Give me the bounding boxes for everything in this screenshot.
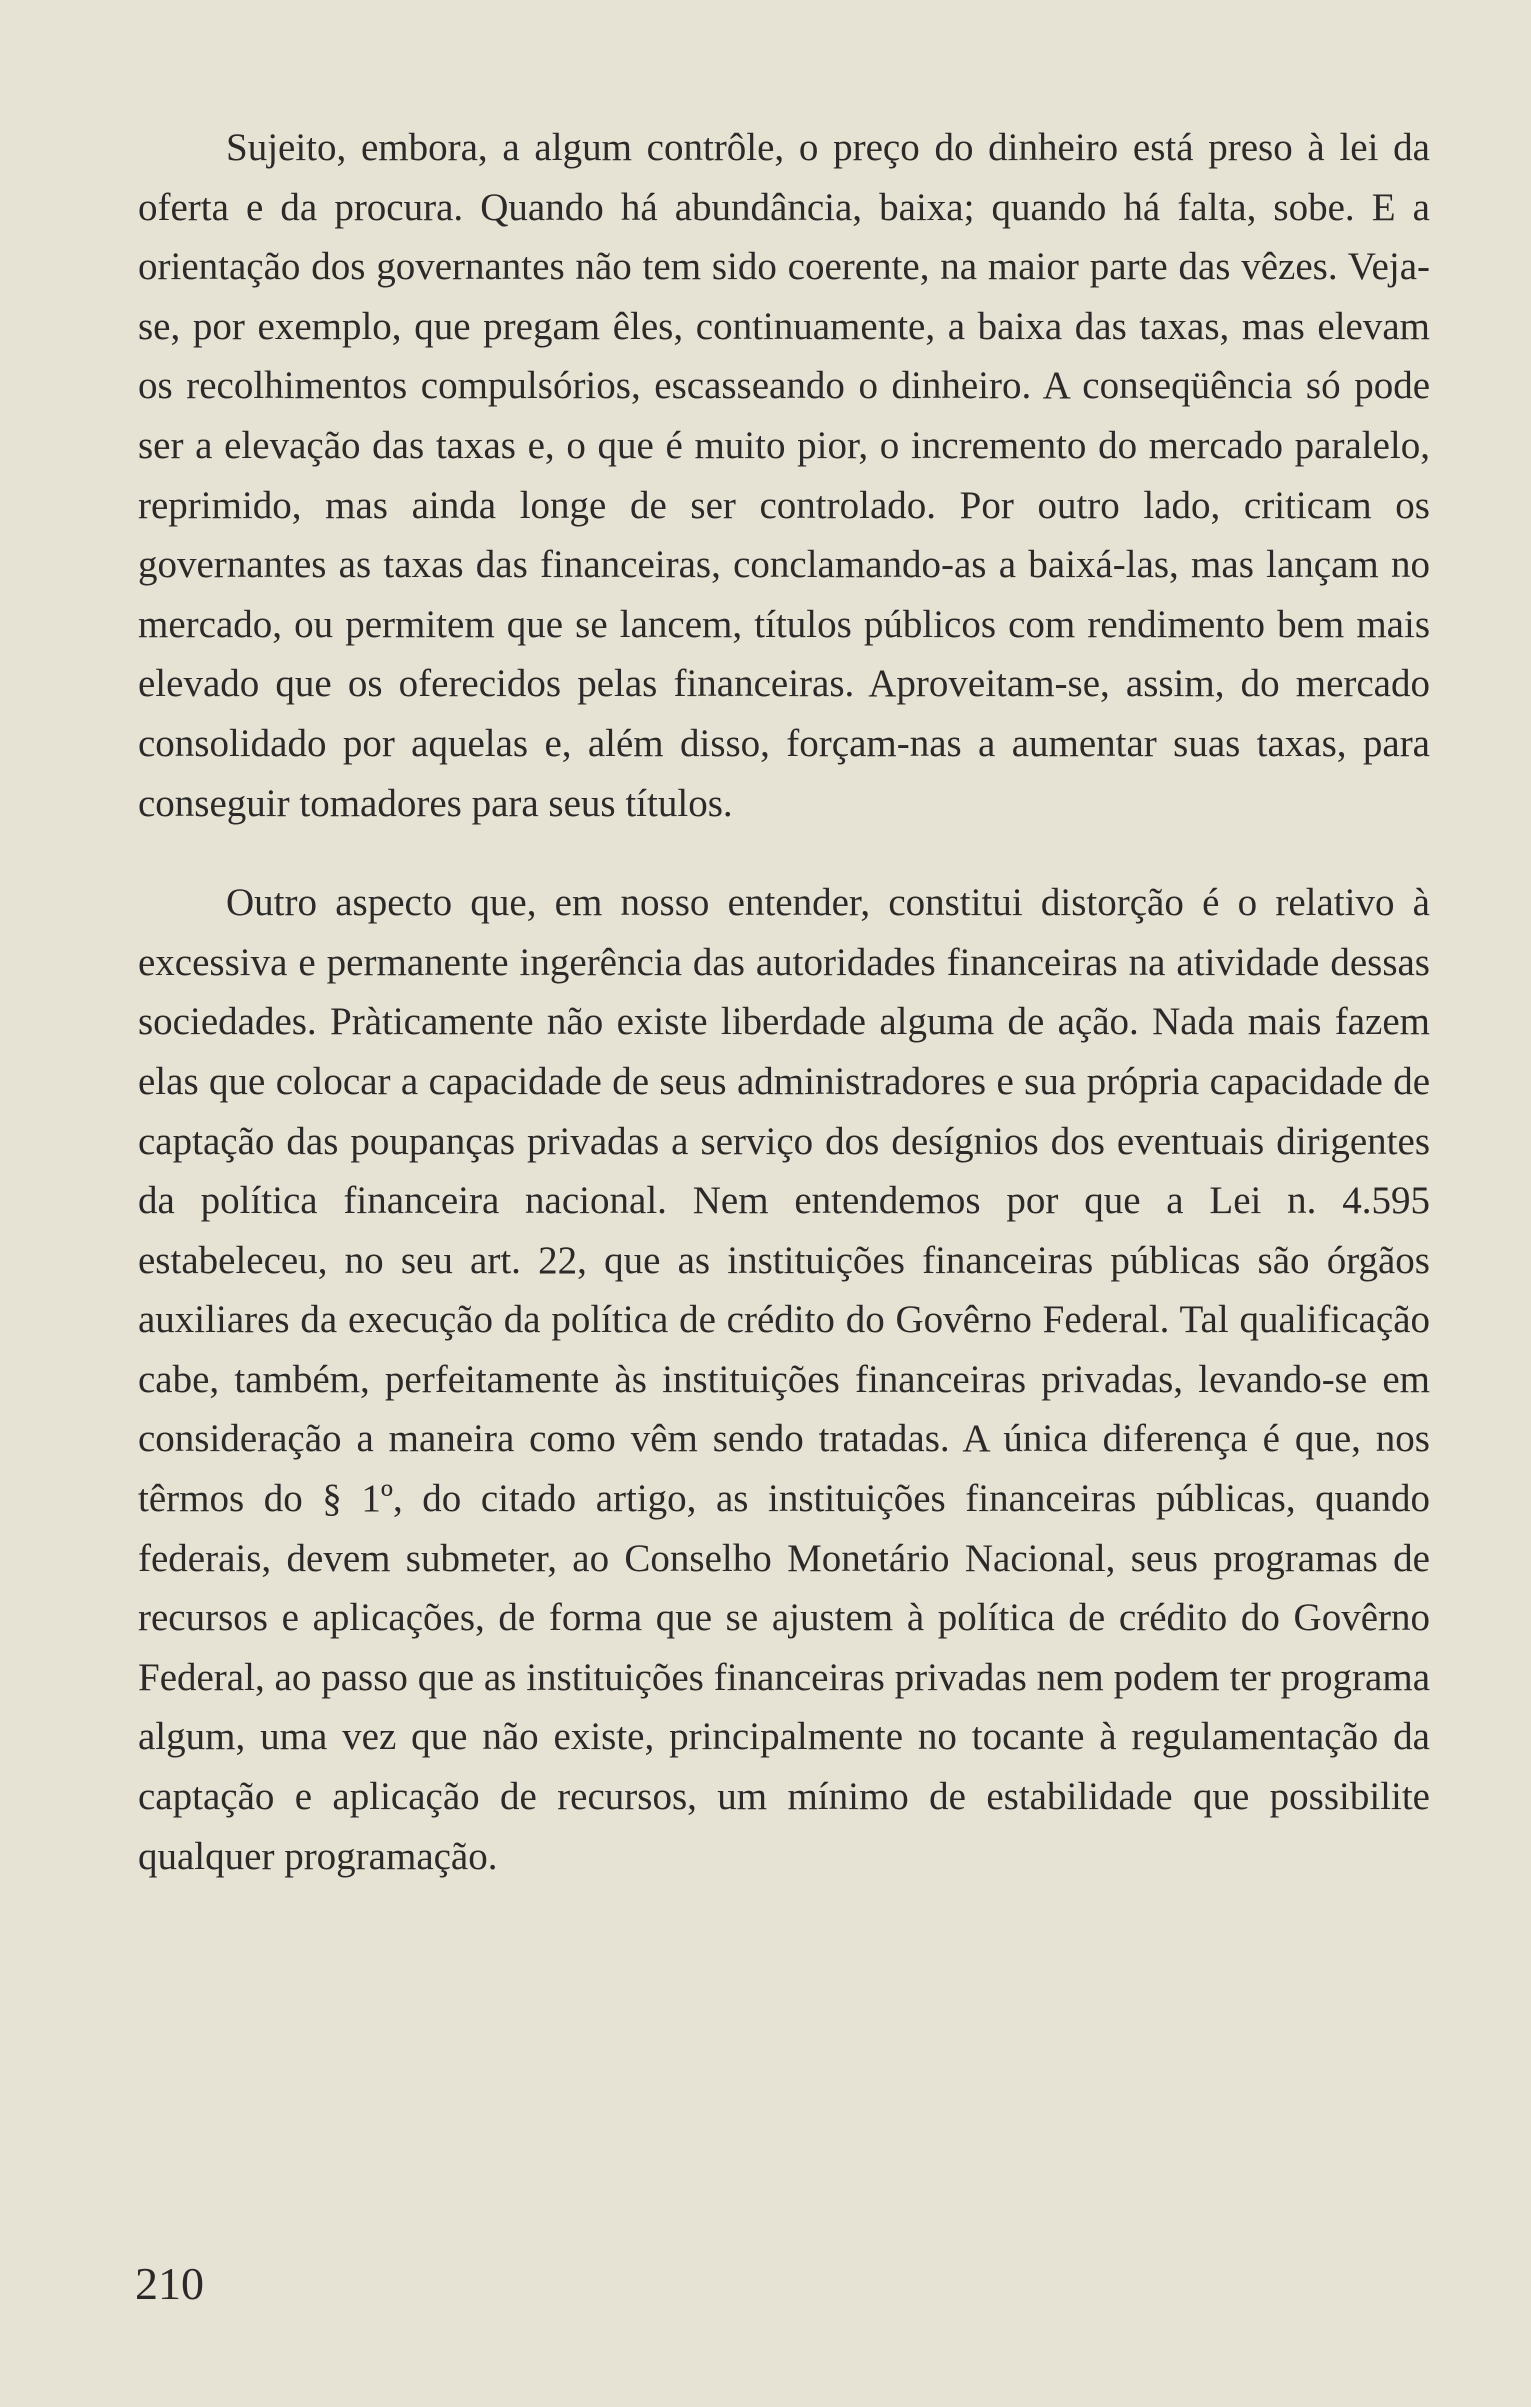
paragraph-2: Outro aspecto que, em nosso entender, constitui distorção é o relativo à excessiva e permanente ingerência das autoridades financeiras na atividade dessas sociedades. Pràticamente não existe liberdade alguma de ação. Nada mais fazem elas que colocar a capacidade de seus administradores e sua própria capacidade de captação das poupanças privadas a serviço dos desígnios dos eventuais dirigentes da política financeira nacional. Nem entendemos por que a Lei n. 4.595 estabeleceu, no seu art. 22, que as instituições financeiras públicas são órgãos auxiliares da execução da política de crédito do Govêrno Federal. Tal qualificação cabe, também, perfeitamente às instituições financeiras privadas, levando-se em consideração a maneira como vêm sendo tratadas. A única diferença é que, nos têrmos do § 1º, do citado artigo, as instituições financeiras públicas, quando federais, devem submeter, ao Conselho Monetário Nacional, seus programas de recursos e aplicações, de forma que se ajustem à política de crédito do Govêrno Federal, ao passo que as instituições financeiras privadas nem podem ter programa algum, uma vez que não existe, principalmente no tocante à regulamentação da captação e aplicação de recursos, um mínimo de estabilidade que possibilite qualquer programação.	[138, 881, 1430, 1878]
page-number: 210	[135, 2258, 204, 2309]
body-text	[138, 118, 1430, 1886]
paragraph-1: Sujeito, embora, a algum contrôle, o preço do dinheiro está preso à lei da oferta e da procura. Quando há abundância, baixa; quando há falta, sobe. E a orientação dos governantes não tem sido coerente, na maior parte das vêzes. Veja-se, por exemplo, que pregam êles, continuamente, a baixa das taxas, mas elevam os recolhimentos compulsórios, escasseando o dinheiro. A conseqüência só pode ser a elevação das taxas e, o que é muito pior, o incremento do mercado paralelo, reprimido, mas ainda longe de ser controlado. Por outro lado, criticam os governantes as taxas das financeiras, conclamando-as a baixá-las, mas lançam no mercado, ou permitem que se lancem, títulos públicos com rendimento bem mais elevado que os oferecidos pelas financeiras. Aproveitam-se, assim, do mercado consolidado por aquelas e, além disso, forçam-nas a aumentar suas taxas, para conseguir tomadores para seus títulos.	[138, 126, 1430, 825]
